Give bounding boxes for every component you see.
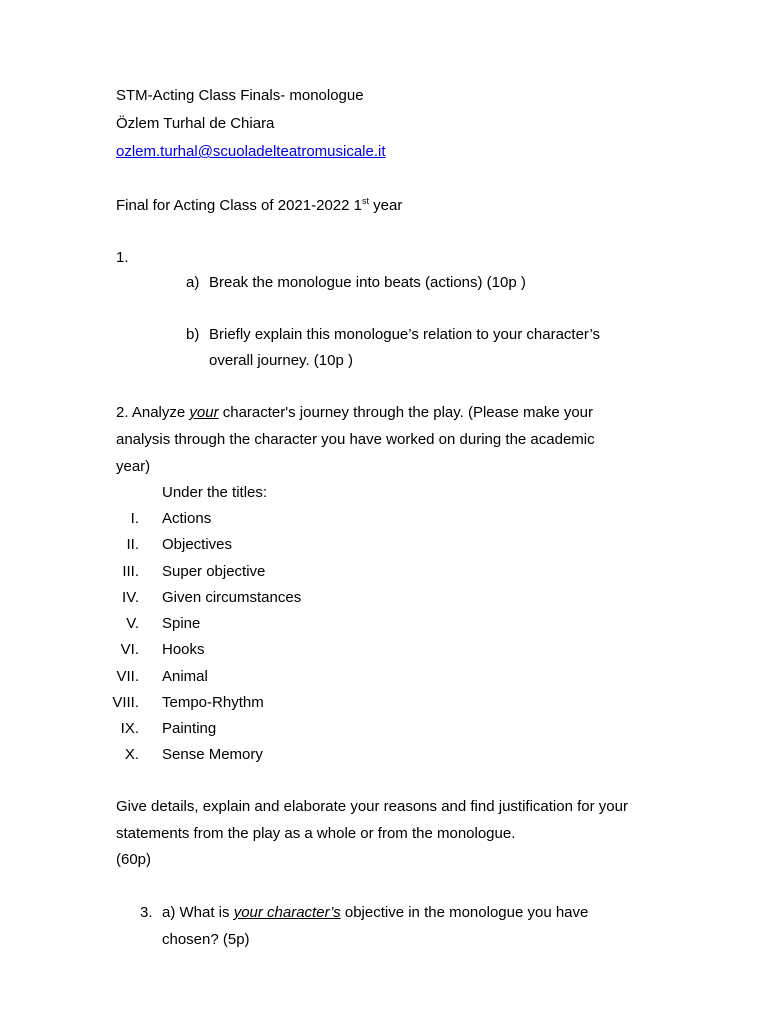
question-3-prefix: a) What is	[162, 904, 234, 921]
list-item-number: I.	[130, 510, 139, 527]
list-item-text: Hooks	[162, 641, 205, 658]
question-2-emphasis: your	[189, 404, 219, 421]
list-item-number: IV.	[122, 589, 139, 606]
question-1b-line2: overall journey. (10p )	[209, 352, 353, 369]
list-item-text: Given circumstances	[162, 589, 302, 606]
list-item-text: Sense Memory	[162, 746, 263, 763]
list-item-number: X.	[124, 746, 139, 763]
under-titles-label: Under the titles:	[162, 484, 268, 501]
question-1b-marker: b)	[186, 326, 200, 343]
list-item-number: III.	[122, 563, 139, 580]
question-2-line1	[116, 403, 593, 423]
list-item-text: Painting	[162, 720, 217, 737]
question-3-line2: chosen? (5p)	[162, 931, 250, 948]
list-item-text: Actions	[162, 510, 212, 527]
list-item-text: Animal	[162, 668, 208, 685]
question-3-number: 3.	[140, 904, 153, 921]
list-item-text: Objectives	[162, 536, 233, 553]
question-2-line2: analysis through the character you have worked on during the academic	[116, 431, 595, 448]
email-link[interactable]: ozlem.turhal@scuoladelteatromusicale.it	[116, 143, 386, 160]
question-1b-line1: Briefly explain this monologue’s relation to your character’s	[209, 326, 601, 343]
question-2-prefix: 2. Analyze	[116, 404, 190, 421]
list-item-number: II.	[126, 536, 139, 553]
final-heading-suffix: year	[369, 197, 403, 214]
question-3-emphasis: your character’s	[233, 904, 341, 921]
list-item-number: VIII.	[112, 694, 139, 711]
document-title: STM-Acting Class Finals- monologue	[116, 87, 364, 104]
question-1a-text: Break the monologue into beats (actions) (10p )	[209, 274, 526, 291]
list-item-number: VII.	[116, 668, 139, 685]
question-1a-marker: a)	[186, 274, 200, 291]
list-item-text: Tempo-Rhythm	[162, 694, 264, 711]
question-3-rest: objective in the monologue you have	[340, 904, 589, 921]
list-item-number: VI.	[120, 641, 139, 658]
list-item-number: V.	[126, 615, 139, 632]
final-heading-sup: st	[361, 196, 369, 206]
author-name: Özlem Turhal de Chiara	[116, 115, 275, 132]
details-line1: Give details, explain and elaborate your reasons and find justification for your	[116, 798, 628, 815]
question-2-line1-rest: character's journey through the play. (Please make your	[218, 404, 594, 421]
list-item-text: Super objective	[162, 563, 266, 580]
question-2-points: (60p)	[116, 851, 152, 868]
question-1-number: 1.	[116, 249, 129, 266]
list-item-text: Spine	[162, 615, 201, 632]
list-item-number: IX.	[120, 720, 139, 737]
details-line2: statements from the play as a whole or from the monologue.	[116, 825, 516, 842]
final-heading	[116, 196, 402, 216]
question-3-line1	[162, 903, 588, 923]
question-2-line3: year)	[116, 458, 151, 475]
final-heading-prefix: Final for Acting Class of 2021-2022 1	[116, 197, 362, 214]
